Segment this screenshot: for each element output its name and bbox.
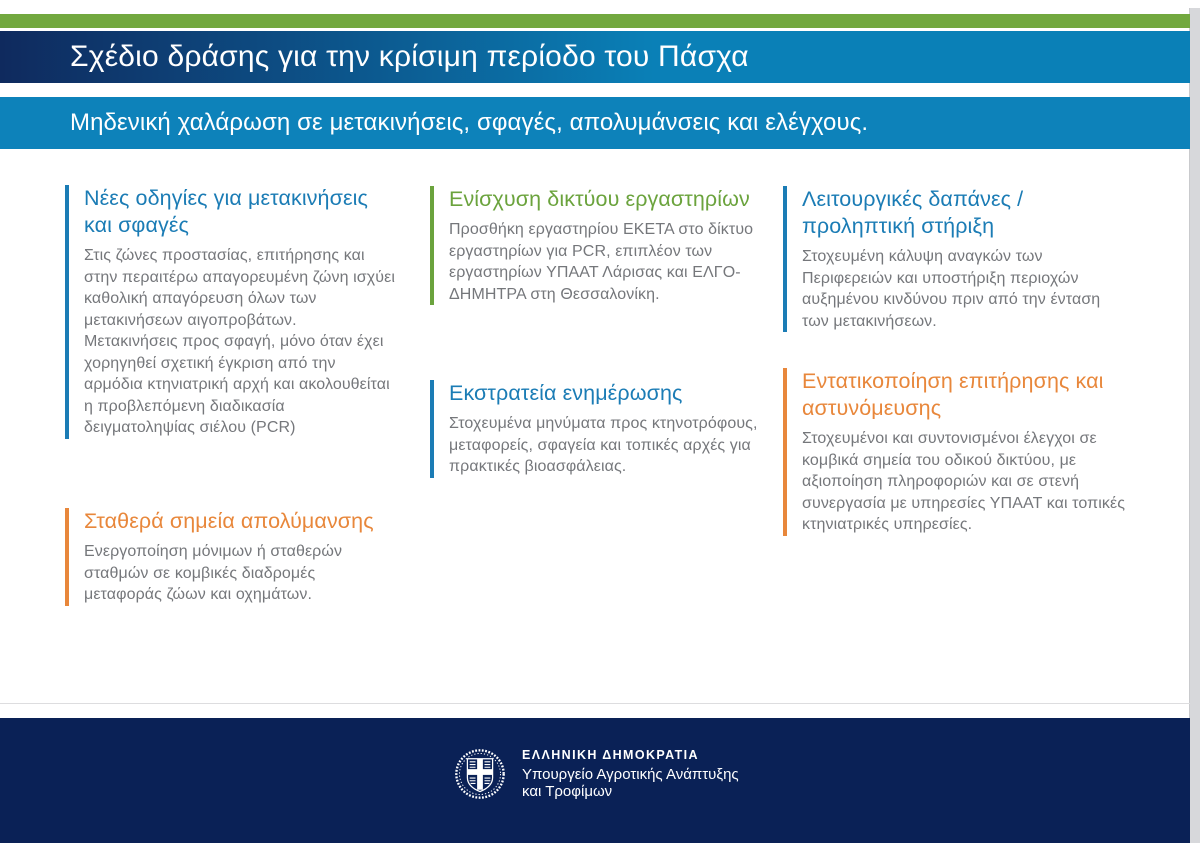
block-title: Λειτουργικές δαπάνες / προληπτική στήριξη	[802, 187, 1024, 238]
info-block-information-campaign	[430, 380, 762, 478]
brand-text	[522, 748, 739, 800]
info-block-disinfection-points	[65, 508, 397, 606]
subtitle-bar	[0, 97, 1190, 149]
body-paragraph: Στοχευμένοι και συντονισμένοι έλεγχοι σε κομβικά σημεία του οδικού δικτύου, με αξιοποίηση πληροφοριών και σε στενή συνεργασία με υπηρεσίες ΥΠΑΑΤ και τοπικές κτηνιατρικές υπηρεσίες.	[802, 430, 1126, 533]
block-body	[449, 413, 762, 478]
block-body	[802, 246, 1131, 332]
page-title: Σχέδιο δράσης για την κρίσιμη περίοδο του Πάσχα	[70, 40, 749, 73]
footer-ministry-line2: και Τροφίμων	[522, 782, 613, 800]
block-body	[84, 541, 397, 606]
hellenic-republic-emblem-icon	[453, 747, 507, 801]
title-bar	[0, 31, 1190, 83]
body-paragraph: Ενεργοποίηση μόνιμων ή σταθερών σταθμών σε κομβικές διαδρομές μεταφοράς ζώων και οχημάτων.	[84, 543, 343, 603]
green-accent-bar	[0, 14, 1190, 28]
government-brand	[453, 747, 739, 801]
body-paragraph: Προσθήκη εργαστηρίου ΕΚΕΤΑ στο δίκτυο εργαστηρίων για PCR, επιπλέον των εργαστηρίων ΥΠΑΑΤ Λάρισας και ΕΛΓΟ-ΔΗΜΗΤΡΑ στη Θεσσαλονίκη.	[449, 221, 754, 303]
body-paragraph: Στοχευμένα μηνύματα προς κτηνοτρόφους, μεταφορείς, σφαγεία και τοπικές αρχές για πρακτικές βιοασφάλειας.	[449, 415, 758, 475]
viewer-gutter	[1189, 8, 1200, 843]
info-block-movements-slaughter	[65, 185, 397, 439]
block-title: Νέες οδηγίες για μετακινήσεις και σφαγές	[84, 186, 369, 237]
block-title: Εκστρατεία ενημέρωσης	[449, 381, 683, 405]
footer-ministry-line1: Υπουργείο Αγροτικής Ανάπτυξης	[522, 766, 739, 783]
body-paragraph: Μετακινήσεις προς σφαγή, μόνο όταν έχει χορηγηθεί σχετική έγκριση από την αρμόδια κτηνιατρική αρχή και ακολουθείται η προβλεπόμενη διαδικασία δειγματοληψίας σιέλου (PCR)	[84, 333, 390, 436]
body-paragraph: Στοχευμένη κάλυψη αναγκών των Περιφερειών και υποστήριξη περιοχών αυξημένου κινδύνου πριν από την ένταση των μετακινήσεων.	[802, 248, 1101, 330]
body-paragraph: Στις ζώνες προστασίας, επιτήρησης και στην περαιτέρω απαγορευμένη ζώνη ισχύει καθολική απαγόρευση όλων των μετακινήσεων αιγοπροβάτων.	[84, 247, 395, 329]
block-body	[449, 219, 762, 305]
block-body	[84, 245, 397, 439]
block-title: Εντατικοποίηση επιτήρησης και αστυνόμευσης	[802, 369, 1104, 420]
page-subtitle: Μηδενική χαλάρωση σε μετακινήσεις, σφαγές, απολυμάνσεις και ελέγχους.	[70, 109, 869, 136]
block-body	[802, 428, 1131, 536]
info-block-lab-network	[430, 186, 762, 305]
info-block-operational-costs	[783, 186, 1131, 332]
footer-org-name: ΕΛΛΗΝΙΚΗ ΔΗΜΟΚΡΑΤΙΑ	[522, 748, 699, 762]
info-block-surveillance-enforcement	[783, 368, 1131, 536]
footer	[0, 718, 1190, 843]
content-divider	[0, 703, 1190, 704]
block-title: Σταθερά σημεία απολύμανσης	[84, 509, 374, 533]
block-title: Ενίσχυση δικτύου εργαστηρίων	[449, 187, 750, 211]
